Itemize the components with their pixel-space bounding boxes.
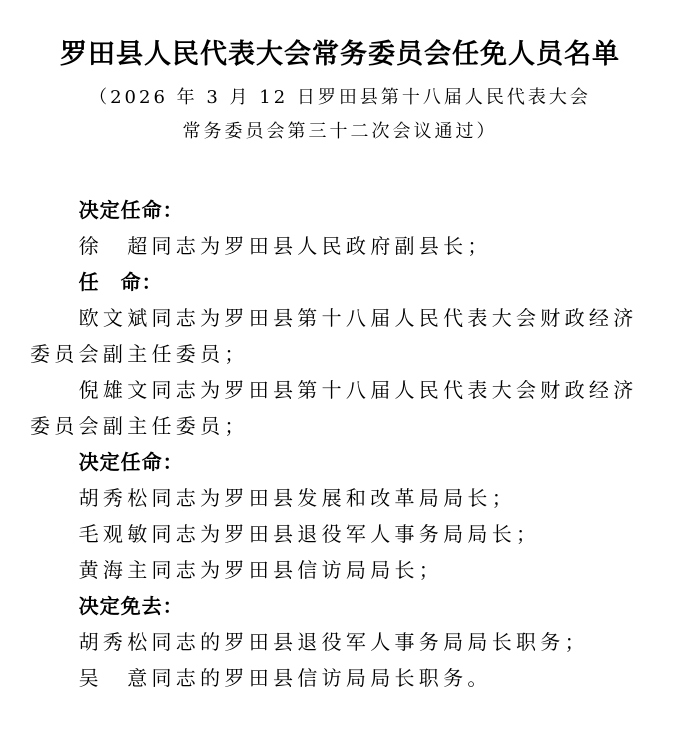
- appointment-item: 黄海主同志为罗田县信访局局长；: [78, 558, 444, 582]
- document-subtitle-line-1: （2026 年 3 月 12 日罗田县第十八届人民代表大会: [89, 87, 591, 108]
- section-heading: 决定免去：: [78, 594, 184, 618]
- appointment-item: 欧文斌同志为罗田县第十八届人民代表大会财政经济委员会副主任委员；: [30, 306, 638, 366]
- removal-item: 吴 意同志的罗田县信访局局长职务。: [78, 666, 492, 690]
- document-title: 罗田县人民代表大会常务委员会任免人员名单: [60, 39, 620, 70]
- document-subtitle-line-2: 常务委员会第三十二次会议通过）: [182, 121, 498, 142]
- document-body: [30, 192, 642, 696]
- appointment-item: 倪雄文同志为罗田县第十八届人民代表大会财政经济委员会副主任委员；: [30, 378, 638, 438]
- appointment-item: 徐 超同志为罗田县人民政府副县长；: [78, 234, 492, 258]
- removal-item: 胡秀松同志的罗田县退役军人事务局局长职务；: [78, 630, 589, 654]
- appointment-item: 毛观敏同志为罗田县退役军人事务局局长；: [78, 522, 541, 546]
- appointment-item: 胡秀松同志为罗田县发展和改革局局长；: [78, 486, 516, 510]
- section-heading: 任 命：: [78, 270, 163, 294]
- section-heading: 决定任命：: [78, 198, 184, 222]
- section-heading: 决定任命：: [78, 450, 184, 474]
